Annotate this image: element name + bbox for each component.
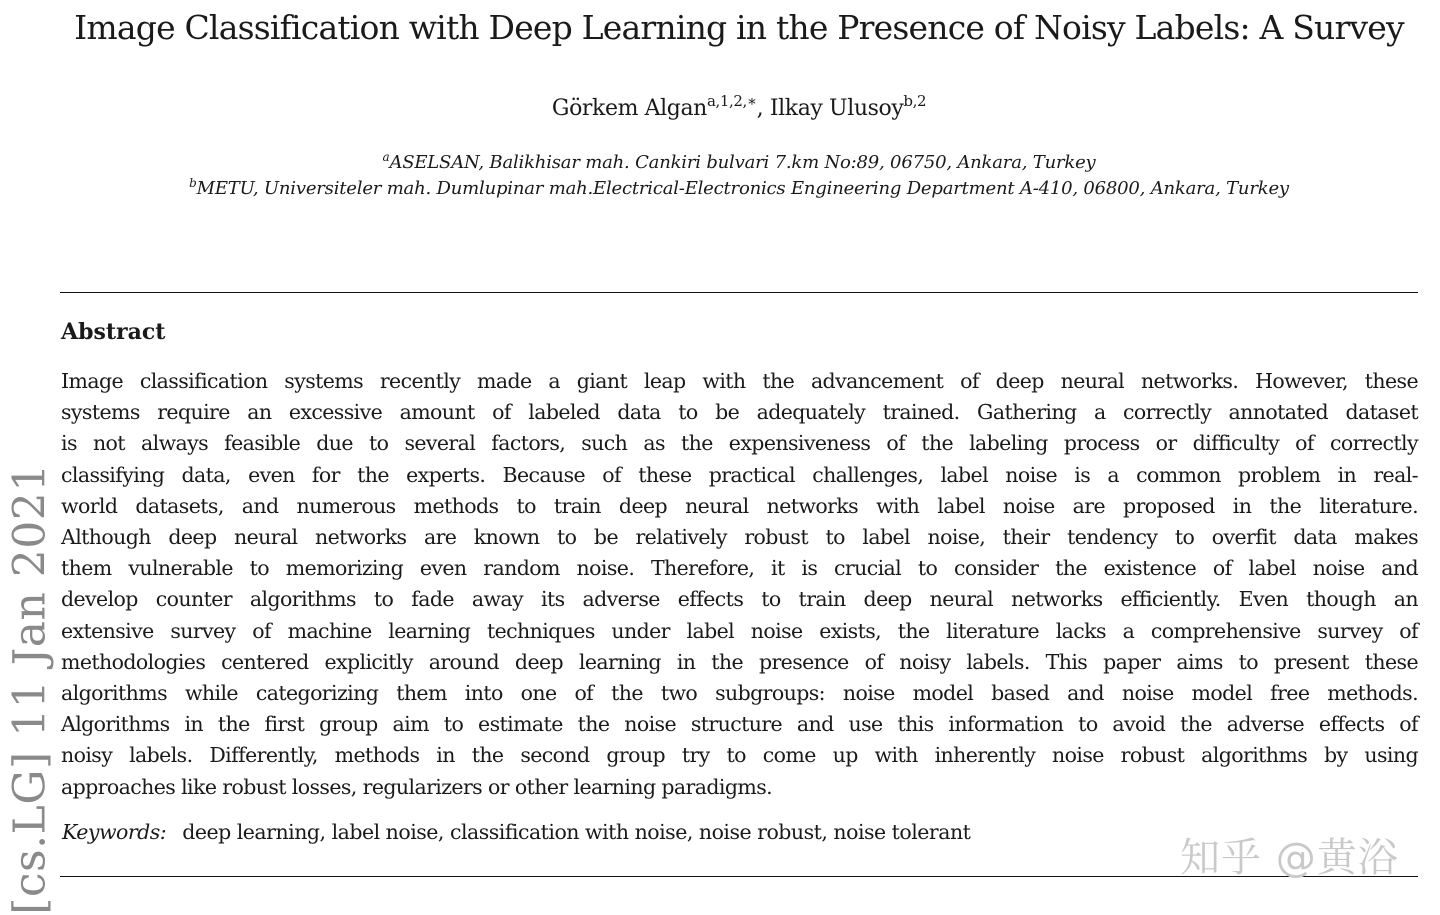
- abstract-line: classifying data, even for the experts. Because of these practical challenges, label noise is a common problem in real-: [61, 462, 1418, 487]
- affiliation-b: [0, 178, 1440, 199]
- author-separator: ,: [756, 96, 770, 121]
- abstract-line: Image classification systems recently made a giant leap with the advancement of deep neural networks. However, these: [61, 369, 1418, 393]
- abstract-body: [61, 366, 1418, 803]
- abstract-line: Algorithms in the first group aim to estimate the noise structure and use this information to avoid the adverse effects of: [61, 712, 1418, 737]
- affiliation-a: [0, 152, 1440, 173]
- keywords-text: deep learning, label noise, classification with noise, noise robust, noise tolerant: [182, 820, 971, 844]
- abstract-line: approaches like robust losses, regularizers or other learning paradigms.: [61, 774, 773, 799]
- abstract-line: algorithms while categorizing them into one of the two subgroups: noise model based and noise model free methods.: [61, 681, 1418, 706]
- abstract-line: extensive survey of machine learning techniques under label noise exists, the literature lacks a comprehensive survey of: [61, 618, 1418, 643]
- arxiv-side-stamp: [cs.LG] 11 Jan 2021: [4, 463, 56, 915]
- keywords-label: Keywords:: [62, 820, 167, 844]
- abstract-line: noisy labels. Differently, methods in the second group try to come up with inherently noise robust algorithms by using: [61, 743, 1418, 768]
- affiliation-text: ASELSAN, Balikhisar mah. Cankiri bulvari 7.km No:89, 06750, Ankara, Turkey: [389, 152, 1096, 173]
- affiliation-text: METU, Universiteler mah. Dumlupinar mah.Electrical-Electronics Engineering Department A-410, 06800, Ankara, Turkey: [196, 178, 1289, 199]
- author-affiliation-marks: a,1,2,∗: [706, 92, 757, 110]
- top-divider: [60, 292, 1418, 293]
- paper-title: Image Classification with Deep Learning in the Presence of Noisy Labels: A Survey: [74, 8, 1404, 47]
- abstract-heading: Abstract: [61, 319, 166, 345]
- author-line: [0, 92, 1440, 121]
- author-name: Görkem Algan: [551, 96, 707, 121]
- keywords: [62, 820, 970, 844]
- author-name: Ilkay Ulusoy: [769, 96, 904, 121]
- abstract-line: develop counter algorithms to fade away its adverse effects to train deep neural networks efficiently. Even though an: [61, 587, 1418, 612]
- abstract-line: them vulnerable to memorizing even random noise. Therefore, it is crucial to consider the existence of label noise and: [61, 556, 1418, 581]
- abstract-line: world datasets, and numerous methods to train deep neural networks with label noise are proposed in the literature.: [61, 493, 1418, 518]
- abstract-line: Although deep neural networks are known to be relatively robust to label noise, their tendency to overfit data makes: [61, 525, 1418, 550]
- zhihu-watermark: 知乎 @黄浴: [1180, 835, 1399, 881]
- abstract-line: is not always feasible due to several factors, such as the expensiveness of the labeling process or difficulty of correctly: [61, 431, 1418, 456]
- affiliation-mark: b: [189, 176, 197, 190]
- author-affiliation-marks: b,2: [903, 92, 927, 110]
- affiliation-mark: a: [382, 150, 390, 164]
- abstract-line: methodologies centered explicitly around deep learning in the presence of noisy labels. This paper aims to present these: [61, 649, 1418, 674]
- abstract-line: systems require an excessive amount of labeled data to be adequately trained. Gathering a correctly annotated dataset: [61, 400, 1418, 425]
